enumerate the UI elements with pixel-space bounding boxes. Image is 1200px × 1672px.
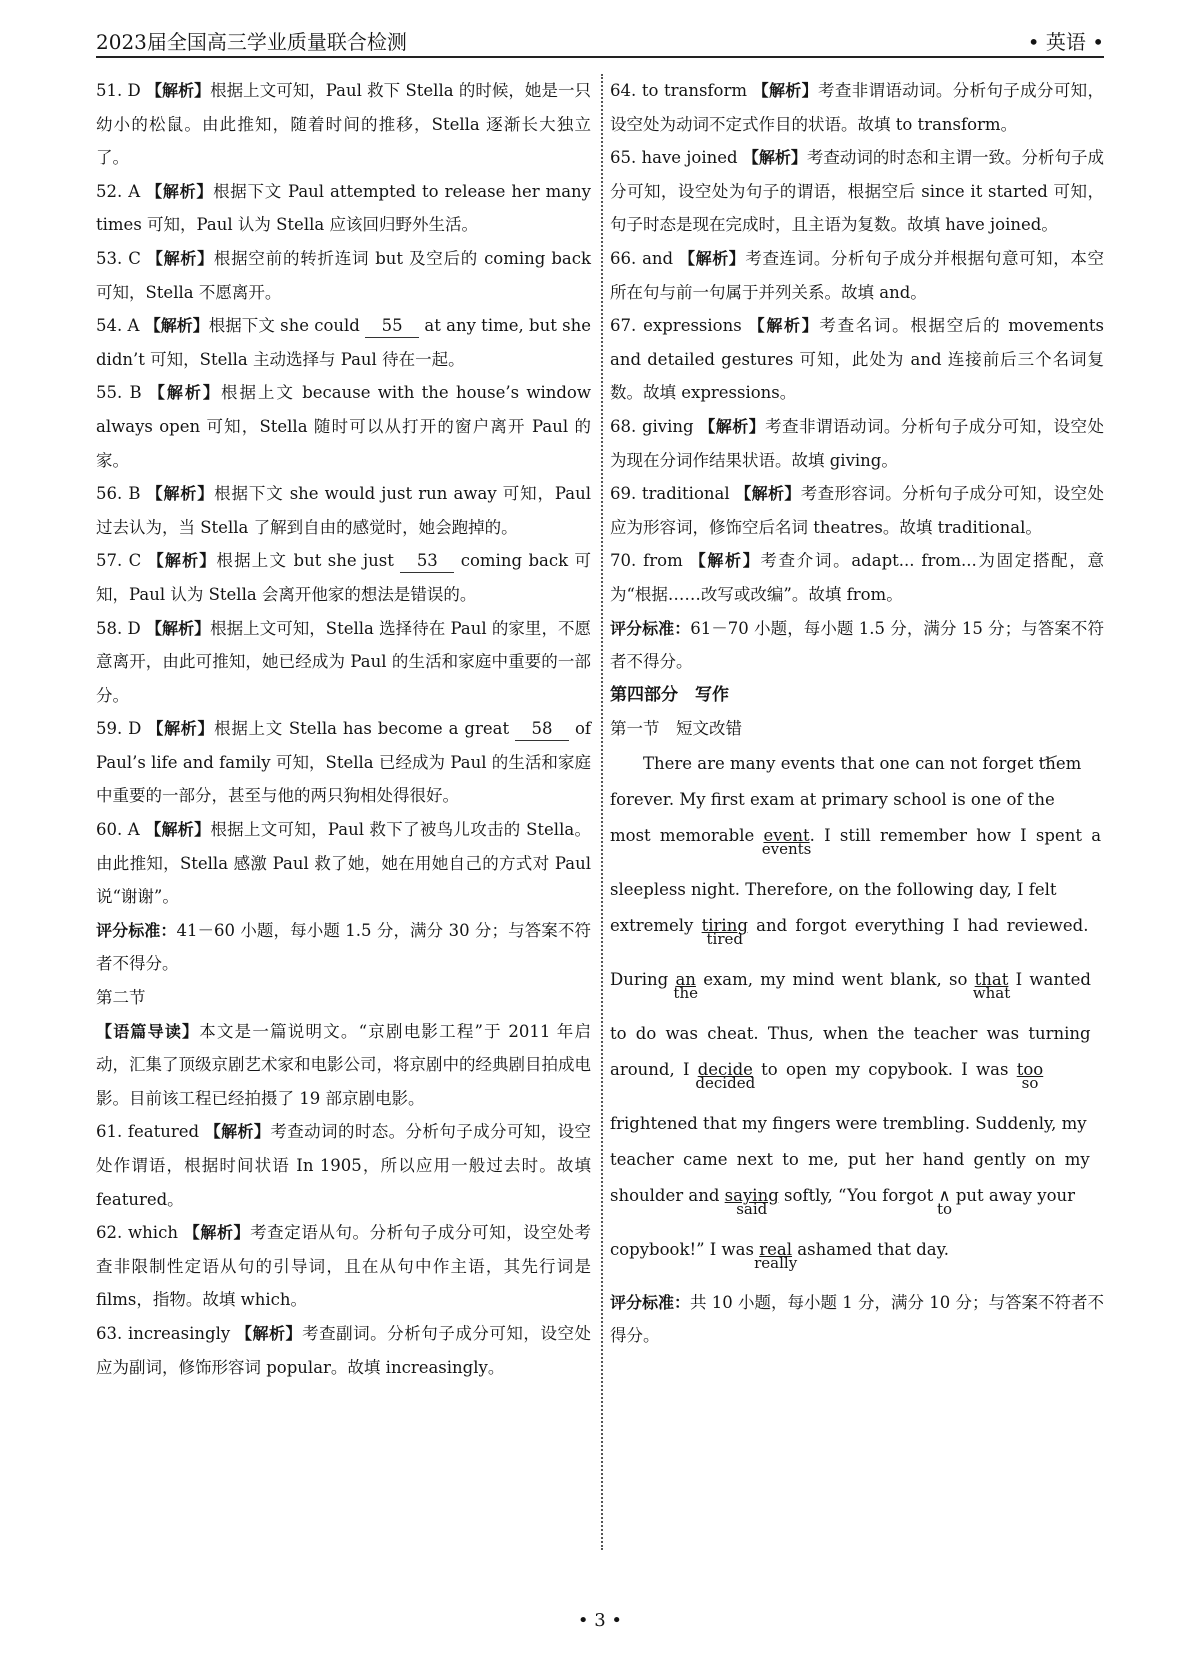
analysis-tag: 【解析】	[204, 1122, 271, 1142]
analysis-tag: 【解析】	[678, 248, 746, 268]
scoring-label: 评分标准：	[96, 920, 177, 940]
answer-item	[96, 175, 591, 242]
scoring-standard	[96, 914, 591, 981]
answer-number: 52. A	[96, 181, 141, 201]
answer-item	[610, 242, 1104, 309]
essay-text: During	[610, 969, 669, 989]
error-word-text: an	[675, 969, 696, 989]
analysis-text: 考查非谓语动词。分析句子成分可知，设空处为动词不定式作目的状语。故填 to transform。	[610, 81, 1104, 134]
reading-guide-label: 【语篇导读】	[96, 1021, 200, 1041]
essay-line	[610, 746, 1104, 782]
essay-line: sleepless night. Therefore, on the following day, I felt	[610, 879, 1057, 899]
essay-line	[610, 962, 1104, 1016]
answer-number: 60. A	[96, 820, 140, 840]
answer-item	[96, 477, 591, 544]
essay-text: . I still remember how I spent a	[809, 825, 1102, 845]
correction-word: events	[761, 839, 812, 858]
answer-item	[96, 1317, 591, 1384]
analysis-tag: 【解析】	[689, 551, 761, 571]
error-word	[724, 1178, 779, 1218]
error-word-text: tiring	[701, 915, 748, 935]
correction-word: what	[972, 983, 1011, 1002]
analysis-text: 根据上文 but she just	[216, 551, 394, 571]
analysis-text: 考查连词。分析句子成分并根据句意可知，本空所在句与前一句属于并列关系。故填 and。	[610, 248, 1104, 302]
essay-text: exam, my mind went blank, so	[703, 969, 968, 989]
essay-text: to open my copybook. I was	[761, 1059, 1009, 1079]
analysis-tag: 【解析】	[146, 181, 214, 201]
answer-number: 63. increasingly	[96, 1323, 231, 1343]
scoring-text: 共 10 小题，每小题 1 分，满分 10 分；与答案不符者不得分。	[610, 1292, 1104, 1346]
essay-line	[610, 908, 1104, 962]
analysis-text: of Paul’s life and family 可知，Stella 已经成为 Paul 的生活和家庭中重要的一部分，甚至与他的两只狗相处得很好。	[96, 719, 592, 806]
answer-number: 64. to transform	[610, 81, 748, 100]
essay-text: copybook!” I was	[610, 1239, 754, 1259]
insert-mark	[937, 1178, 953, 1218]
essay-line	[610, 1232, 1104, 1286]
right-column	[610, 74, 1104, 1353]
analysis-text: 考查形容词。分析句子成分可知，设空处应为形容词，修饰空后名词 theatres。故填 traditional。	[610, 484, 1105, 537]
analysis-tag: 【解析】	[145, 820, 211, 840]
analysis-text: 根据下文 she would just run away 可知，Paul 过去认为，当 Stella 了解到自由的感觉时，她会跑掉的。	[96, 484, 591, 537]
analysis-text: 考查动词的时态。分析句子成分可知，设空处作谓语，根据时间状语 In 1905，所以应用一般过去时。故填 featured。	[96, 1122, 592, 1209]
error-word	[673, 962, 698, 1002]
answer-item	[96, 1216, 591, 1317]
answer-number: 65. have joined	[610, 148, 738, 168]
essay-text: There are many events that one can not forget	[643, 753, 1034, 773]
analysis-tag: 【解析】	[235, 1323, 303, 1343]
analysis-tag: 【解析】	[146, 248, 214, 268]
analysis-text: 根据空前的转折连词 but 及空后的 coming back 可知，Stella 不愿离开。	[96, 248, 591, 302]
answer-number: 67. expressions	[610, 316, 742, 336]
page-number: • 3 •	[577, 1610, 623, 1631]
answer-number: 66. and	[610, 248, 674, 268]
analysis-tag: 【解析】	[748, 316, 820, 336]
essay-line	[610, 1178, 1104, 1232]
error-word	[761, 818, 812, 858]
essay-text: ashamed that day.	[797, 1239, 950, 1259]
analysis-text: 根据上文可知，Paul 救下了被鸟儿攻击的 Stella。由此推知，Stella 感激 Paul 救了她，她在用她自己的方式对 Paul 说“谢谢”。	[96, 820, 591, 907]
analysis-tag: 【解析】	[735, 484, 801, 504]
analysis-text: coming back 可知，Paul 认为 Stella 会离开他家的想法是错误的。	[96, 551, 591, 604]
analysis-tag: 【解析】	[147, 551, 217, 571]
correction-word: tired	[706, 929, 743, 948]
essay-line: frightened that my fingers were trembling. Suddenly, my	[610, 1113, 1087, 1133]
correction-word: to	[937, 1199, 953, 1218]
error-word-text: saying	[724, 1185, 779, 1205]
section-title: 第二节	[96, 988, 146, 1008]
answer-number: 70. from	[610, 551, 683, 571]
section-title: 第一节 短文改错	[610, 719, 742, 739]
analysis-tag: 【解析】	[742, 148, 807, 168]
answer-number: 51. D	[96, 81, 141, 100]
essay-text: extremely	[610, 915, 694, 935]
answer-item	[96, 712, 591, 813]
correction-word: said	[736, 1199, 768, 1218]
analysis-text: 根据上文 because with the house’s window always open 可知，Stella 随时可以从打开的窗户离开 Paul 的家。	[96, 383, 591, 470]
essay-line	[610, 1052, 1104, 1106]
answer-item	[610, 544, 1104, 611]
answer-number: 62. which	[96, 1223, 178, 1243]
scoring-text: 41－60 小题，每小题 1.5 分，满分 30 分；与答案不符者不得分。	[96, 920, 591, 974]
error-word-text: too	[1016, 1059, 1044, 1079]
blank-number: 55	[365, 315, 419, 338]
analysis-text: 考查动词的时态和主谓一致。分析句子成分可知，设空处为句子的谓语，根据空后 since it started 可知，句子时态是现在完成时，且主语为复数。故填 have joined。	[610, 148, 1104, 235]
analysis-tag: 【解析】	[144, 316, 209, 336]
essay-text: I wanted	[1015, 969, 1091, 989]
answer-item	[610, 477, 1104, 544]
answer-number: 57. C	[96, 551, 142, 571]
essay-text: put away your	[955, 1185, 1076, 1205]
header-subject: • 英语 •	[1027, 30, 1104, 54]
error-word	[754, 1232, 798, 1272]
answer-number: 56. B	[96, 484, 141, 504]
error-word	[1016, 1052, 1044, 1092]
error-word	[701, 908, 748, 948]
answer-number: 68. giving	[610, 416, 694, 436]
answer-number: 59. D	[96, 719, 142, 739]
answer-number: 54. A	[96, 316, 140, 336]
scoring-standard	[610, 612, 1104, 679]
essay-line: to do was cheat. Thus, when the teacher was turning	[610, 1023, 1091, 1043]
scoring-label: 评分标准：	[610, 618, 691, 638]
analysis-text: 考查定语从句。分析句子成分可知，设空处考查非限制性定语从句的引导词，且在从句中作主语，其先行词是 films，指物。故填 which。	[96, 1223, 591, 1310]
essay-text: softly, “You forgot	[784, 1185, 934, 1205]
answer-item	[610, 309, 1104, 410]
essay-text: and forgot everything I had reviewed.	[756, 915, 1089, 935]
reading-guide-text: 本文是一篇说明文。“京剧电影工程”于 2011 年启动，汇集了顶级京剧艺术家和电影公司，将京剧中的经典剧目拍成电影。目前该工程已经拍摄了 19 部京剧电影。	[96, 1021, 591, 1108]
analysis-tag: 【解析】	[146, 484, 215, 504]
deleted-word: them	[1038, 753, 1082, 773]
answer-number: 69. traditional	[610, 484, 730, 504]
error-word-text: event	[763, 825, 810, 845]
column-divider	[601, 74, 603, 1550]
answer-item	[610, 141, 1104, 242]
error-word	[972, 962, 1011, 1002]
answer-number: 55. B	[96, 383, 142, 403]
analysis-text: 考查非谓语动词。分析句子成分可知，设空处为现在分词作结果状语。故填 giving。	[610, 416, 1104, 470]
error-correction-essay	[610, 746, 1104, 1286]
analysis-tag: 【解析】	[148, 383, 221, 403]
insert-caret-icon: ∧	[938, 1185, 951, 1205]
essay-line: forever. My first exam at primary school is one of the	[610, 789, 1055, 809]
analysis-tag: 【解析】	[699, 416, 766, 436]
answer-item	[96, 612, 591, 713]
analysis-tag: 【解析】	[752, 81, 818, 100]
part-title: 第四部分 写作	[610, 684, 729, 705]
analysis-text: 考查副词。分析句子成分可知，设空处应为副词，修饰形容词 popular。故填 increasingly。	[96, 1323, 591, 1377]
essay-line: teacher came next to me, put her hand gently on my	[610, 1149, 1090, 1169]
analysis-text: 根据上文 Stella has become a great	[214, 719, 510, 739]
answer-item	[96, 309, 591, 376]
answer-item	[96, 242, 591, 309]
correction-word: so	[1021, 1073, 1039, 1092]
analysis-text: 考查名词。根据空后的 movements and detailed gestures 可知，此处为 and 连接前后三个名词复数。故填 expressions。	[610, 316, 1104, 403]
analysis-text: 根据下文 Paul attempted to release her many times 可知，Paul 认为 Stella 应该回归野外生活。	[96, 181, 592, 235]
answer-item	[610, 410, 1104, 477]
essay-text: around, I	[610, 1059, 690, 1079]
header-title: 2023届全国高三学业质量联合检测	[96, 30, 407, 54]
answer-number: 61. featured	[96, 1122, 200, 1142]
left-column	[96, 74, 591, 1384]
reading-guide	[96, 1015, 591, 1116]
analysis-tag: 【解析】	[146, 618, 211, 638]
error-word-text: that	[974, 969, 1009, 989]
essay-line	[610, 818, 1104, 872]
essay-text: most memorable	[610, 825, 755, 845]
correction-word: the	[673, 983, 698, 1002]
answer-item	[610, 74, 1104, 141]
analysis-tag: 【解析】	[147, 719, 215, 739]
answer-item	[96, 813, 591, 914]
error-word	[695, 1052, 756, 1092]
scoring-label: 评分标准：	[610, 1292, 691, 1312]
error-word-text: decide	[697, 1059, 753, 1079]
header-rule	[96, 56, 1104, 58]
scoring-standard	[610, 1286, 1104, 1353]
analysis-text: 考查介词。adapt... from...为固定搭配，意为“根据……改写或改编”。故填 from。	[610, 551, 1105, 604]
answer-item	[96, 544, 591, 611]
analysis-text: 根据下文 she could	[208, 316, 360, 336]
error-word-text: real	[759, 1239, 793, 1259]
analysis-text: 根据上文可知，Stella 选择待在 Paul 的家里，不愿意离开，由此可推知，她已经成为 Paul 的生活和家庭中重要的一部分。	[96, 618, 591, 705]
answer-item	[96, 1115, 591, 1216]
correction-word: decided	[695, 1073, 756, 1092]
analysis-text: at any time, but she didn’t 可知，Stella 主动选择与 Paul 待在一起。	[96, 316, 591, 369]
blank-number: 58	[515, 718, 569, 741]
answer-item	[96, 376, 591, 477]
blank-number: 53	[400, 550, 454, 573]
answer-number: 58. D	[96, 618, 141, 638]
answer-item	[96, 74, 591, 175]
answer-number: 53. C	[96, 248, 141, 268]
analysis-tag: 【解析】	[183, 1223, 251, 1243]
analysis-text: 根据上文可知，Paul 救下 Stella 的时候，她是一只幼小的松鼠。由此推知，随着时间的推移，Stella 逐渐长大独立了。	[96, 81, 591, 168]
scoring-text: 61－70 小题，每小题 1.5 分，满分 15 分；与答案不符者不得分。	[610, 618, 1104, 672]
essay-text: shoulder and	[610, 1185, 720, 1205]
analysis-tag: 【解析】	[146, 81, 211, 100]
correction-word: really	[754, 1253, 798, 1272]
